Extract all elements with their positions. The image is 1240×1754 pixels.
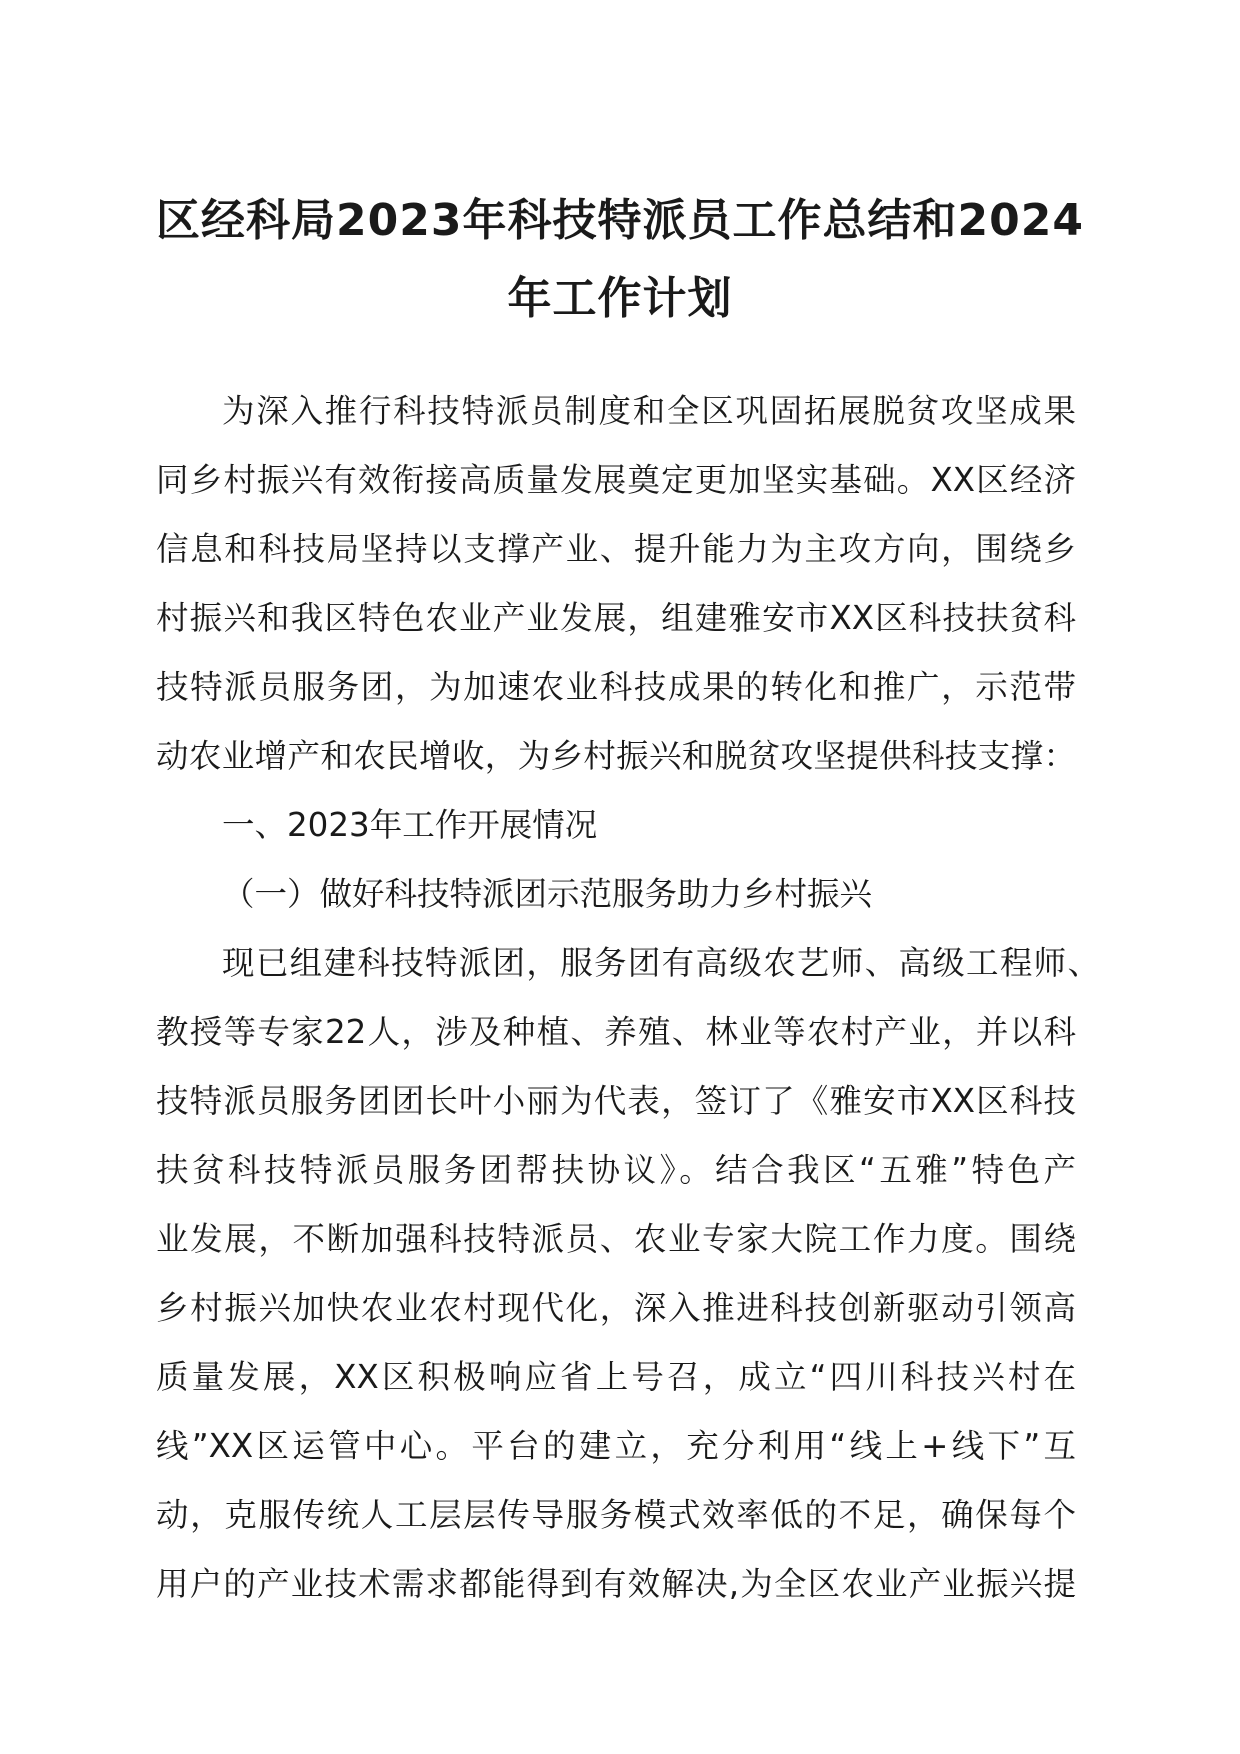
body-line: 线”XX区运管中心。平台的建立，充分利用“线上+线下”互 [156,1427,1076,1465]
body-line: 用户的产业技术需求都能得到有效解决,为全区农业产业振兴提 [156,1565,1076,1603]
intro-line: 同乡村振兴有效衔接高质量发展奠定更加坚实基础。XX区经济 [156,461,1076,499]
section-heading: 一、2023年工作开展情况 [222,806,598,844]
body-line: 扶贫科技特派员服务团帮扶协议》。结合我区“五雅”特色产 [156,1151,1076,1189]
body-line: 动，克服传统人工层层传导服务模式效率低的不足，确保每个 [156,1496,1076,1534]
body-line: 乡村振兴加快农业农村现代化，深入推进科技创新驱动引领高 [156,1289,1076,1327]
body-line: 教授等专家22人，涉及种植、养殖、林业等农村产业，并以科 [156,1013,1076,1051]
document-title [150,182,1090,338]
body-line: 质量发展，XX区积极响应省上号召，成立“四川科技兴村在 [156,1358,1076,1396]
body-line: 技特派员服务团团长叶小丽为代表，签订了《雅安市XX区科技 [156,1082,1076,1120]
intro-line: 动农业增产和农民增收，为乡村振兴和脱贫攻坚提供科技支撑： [156,737,1076,775]
subsection-heading: （一）做好科技特派团示范服务助力乡村振兴 [222,875,873,913]
title-line-2: 年工作计划 [507,273,733,324]
intro-line: 为深入推行科技特派员制度和全区巩固拓展脱贫攻坚成果 [222,392,1076,430]
title-line-1: 区经科局2023年科技特派员工作总结和2024 [156,195,1084,246]
intro-line: 技特派员服务团，为加速农业科技成果的转化和推广，示范带 [156,668,1076,706]
intro-line: 村振兴和我区特色农业产业发展，组建雅安市XX区科技扶贫科 [156,599,1076,637]
body-line: 现已组建科技特派团，服务团有高级农艺师、高级工程师、 [222,944,1100,982]
body-line: 业发展，不断加强科技特派员、农业专家大院工作力度。围绕 [156,1220,1076,1258]
intro-line: 信息和科技局坚持以支撑产业、提升能力为主攻方向，围绕乡 [156,530,1076,568]
